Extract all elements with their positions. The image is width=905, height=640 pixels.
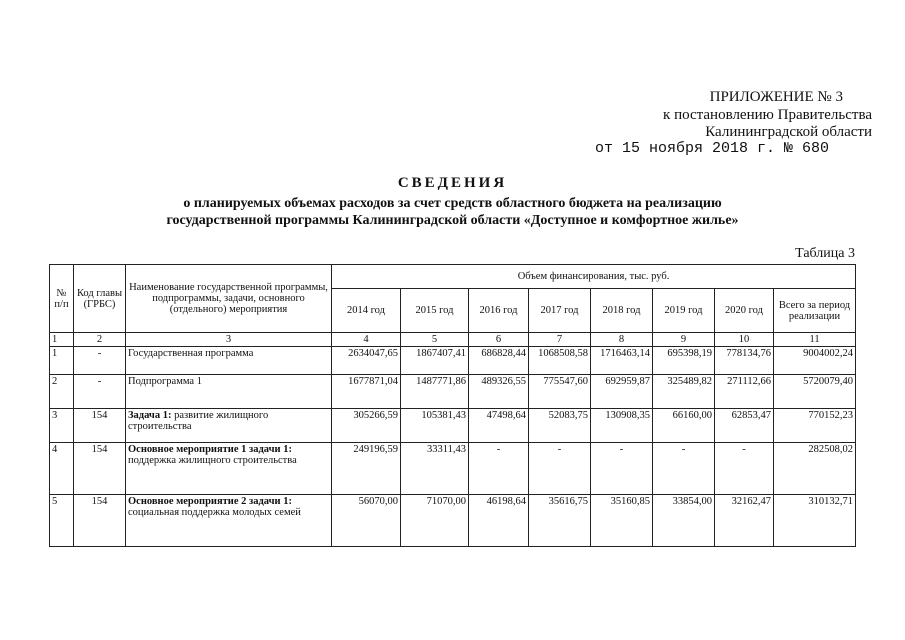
header-total: Всего за период реализации: [774, 289, 856, 333]
row-code: 154: [74, 495, 126, 547]
header-year: 2020 год: [715, 289, 774, 333]
row-value: 1677871,04: [332, 375, 401, 409]
row-name: [126, 409, 332, 443]
row-name-text: поддержка жилищного строительства: [128, 455, 297, 466]
table-row: [50, 375, 856, 409]
appendix-title: ПРИЛОЖЕНИЕ № 3: [709, 89, 843, 105]
header-code: Код главы (ГРБС): [74, 265, 126, 333]
table-row: [50, 443, 856, 495]
table-row: [50, 409, 856, 443]
row-value: 47498,64: [469, 409, 529, 443]
row-name-bold: Задача 1:: [128, 410, 172, 421]
row-value: 695398,19: [653, 347, 715, 375]
row-number: 3: [50, 409, 74, 443]
row-name: [126, 375, 332, 409]
row-total: 5720079,40: [774, 375, 856, 409]
header-year: 2018 год: [591, 289, 653, 333]
row-name-bold: Основное мероприятие 1 задачи 1:: [128, 444, 292, 455]
row-value: -: [653, 443, 715, 495]
document-title: СВЕДЕНИЯ: [397, 175, 508, 191]
row-value: 1487771,86: [401, 375, 469, 409]
header-year: 2017 год: [529, 289, 591, 333]
row-value: 778134,76: [715, 347, 774, 375]
col-number: 3: [126, 333, 332, 347]
row-value: -: [715, 443, 774, 495]
table-row: [50, 347, 856, 375]
row-value: 692959,87: [591, 375, 653, 409]
subtitle-line-1: о планируемых объемах расходов за счет средств областного бюджета на реализацию: [183, 196, 722, 211]
row-value: 271112,66: [715, 375, 774, 409]
row-value: 35160,85: [591, 495, 653, 547]
appendix-line-1: к постановлению Правительства: [663, 107, 872, 123]
table-row: [50, 495, 856, 547]
col-number: 4: [332, 333, 401, 347]
row-code: -: [74, 375, 126, 409]
row-value: -: [529, 443, 591, 495]
row-name-bold: Основное мероприятие 2 задачи 1:: [128, 496, 292, 507]
header-year: 2014 год: [332, 289, 401, 333]
header-volume: Объем финансирования, тыс. руб.: [332, 265, 856, 289]
row-value: -: [591, 443, 653, 495]
row-value: 686828,44: [469, 347, 529, 375]
subtitle-line-2: государственной программы Калининградской области «Доступное и комфортное жилье»: [166, 213, 739, 228]
row-name-text: Подпрограмма 1: [128, 376, 202, 387]
header-year: 2019 год: [653, 289, 715, 333]
row-value: 325489,82: [653, 375, 715, 409]
header-year: 2015 год: [401, 289, 469, 333]
col-number: 2: [74, 333, 126, 347]
col-number: 9: [653, 333, 715, 347]
row-value: 33854,00: [653, 495, 715, 547]
header-num: № п/п: [50, 265, 74, 333]
row-value: 105381,43: [401, 409, 469, 443]
row-total: 770152,23: [774, 409, 856, 443]
row-value: 62853,47: [715, 409, 774, 443]
row-value: 33311,43: [401, 443, 469, 495]
row-value: 489326,55: [469, 375, 529, 409]
row-value: 71070,00: [401, 495, 469, 547]
row-total: 310132,71: [774, 495, 856, 547]
row-name-text: социальная поддержка молодых семей: [128, 507, 301, 518]
row-code: 154: [74, 409, 126, 443]
row-value: 305266,59: [332, 409, 401, 443]
col-number: 11: [774, 333, 856, 347]
row-name: [126, 347, 332, 375]
row-code: -: [74, 347, 126, 375]
col-number: 10: [715, 333, 774, 347]
row-number: 1: [50, 347, 74, 375]
row-total: 9004002,24: [774, 347, 856, 375]
col-number: 5: [401, 333, 469, 347]
row-value: 35616,75: [529, 495, 591, 547]
header-name: Наименование государственной программы, подпрограммы, задачи, основного (отдельного) мероприятия: [126, 265, 332, 333]
col-number: 8: [591, 333, 653, 347]
row-value: 66160,00: [653, 409, 715, 443]
row-value: 1716463,14: [591, 347, 653, 375]
appendix-date: от 15 ноября 2018 г. № 680: [594, 140, 829, 157]
row-number: 4: [50, 443, 74, 495]
row-value: -: [469, 443, 529, 495]
header-year: 2016 год: [469, 289, 529, 333]
col-number: 6: [469, 333, 529, 347]
row-total: 282508,02: [774, 443, 856, 495]
row-value: 775547,60: [529, 375, 591, 409]
row-number: 5: [50, 495, 74, 547]
row-name-text: Государственная программа: [128, 348, 254, 359]
row-value: 52083,75: [529, 409, 591, 443]
col-number: 7: [529, 333, 591, 347]
funding-table: [49, 264, 856, 547]
row-name: [126, 495, 332, 547]
row-value: 56070,00: [332, 495, 401, 547]
row-name-text: развитие жилищного строительства: [128, 410, 269, 432]
row-value: 130908,35: [591, 409, 653, 443]
row-value: 1068508,58: [529, 347, 591, 375]
row-value: 32162,47: [715, 495, 774, 547]
row-value: 249196,59: [332, 443, 401, 495]
row-number: 2: [50, 375, 74, 409]
table-label: Таблица 3: [795, 246, 855, 261]
row-code: 154: [74, 443, 126, 495]
row-value: 2634047,65: [332, 347, 401, 375]
row-value: 1867407,41: [401, 347, 469, 375]
row-value: 46198,64: [469, 495, 529, 547]
col-number: 1: [50, 333, 74, 347]
appendix-line-2: Калининградской области: [705, 124, 872, 140]
row-name: [126, 443, 332, 495]
